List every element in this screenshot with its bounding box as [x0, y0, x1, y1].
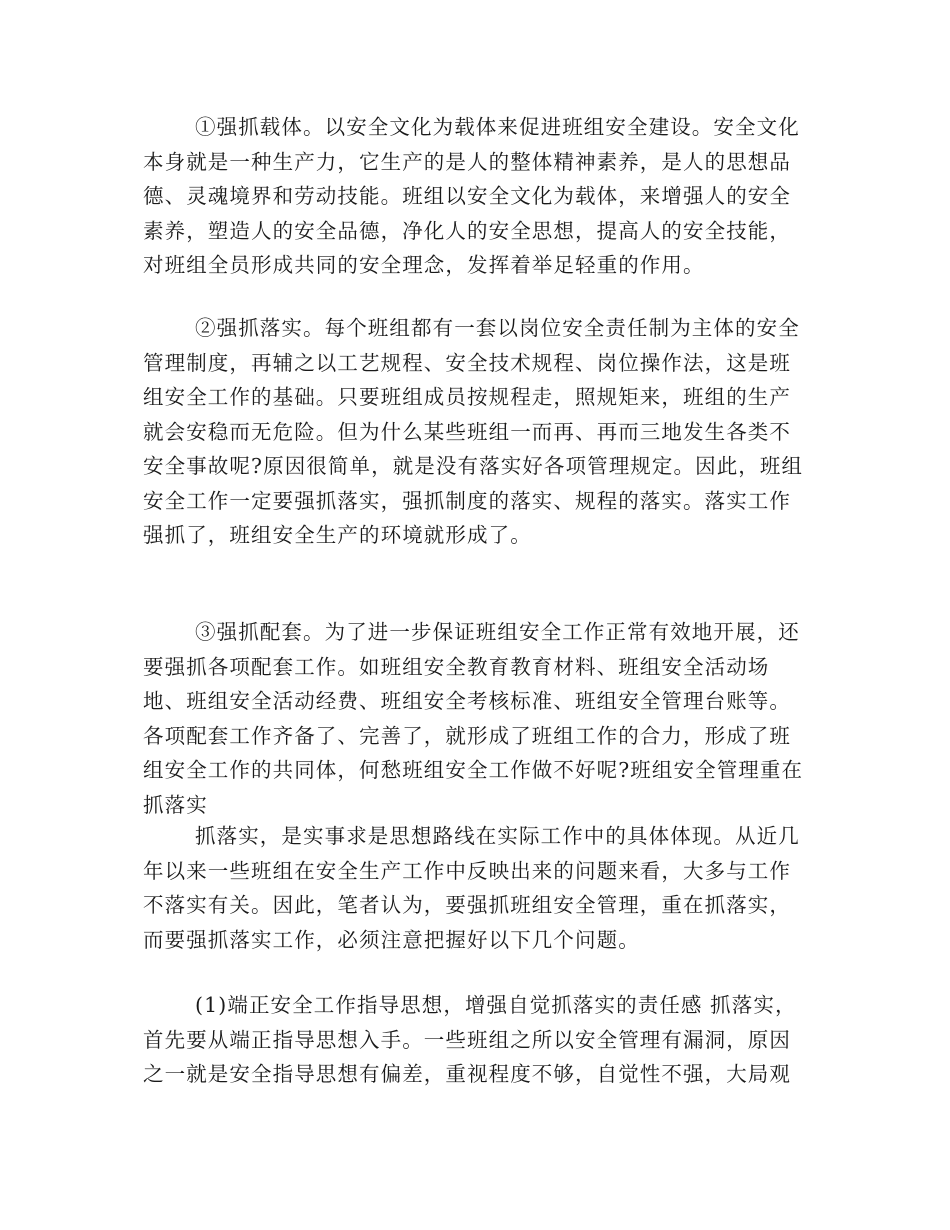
- text-line: ②强抓落实。每个班组都有一套以岗位安全责任制为主体的安全: [195, 316, 800, 340]
- paragraph-implementation: [143, 311, 811, 553]
- paragraph-supporting-work: [143, 615, 811, 822]
- paragraph-carrier: [143, 110, 811, 283]
- text-line: 德、灵魂境界和劳动技能。班组以安全文化为载体，来增强人的安全: [143, 184, 791, 208]
- text-line: 对班组全员形成共同的安全理念，发挥着举足轻重的作用。: [143, 253, 705, 277]
- text-line: ③强抓配套。为了进一步保证班组安全工作正常有效地开展，还: [195, 620, 800, 644]
- text-line: 组安全工作的基础。只要班组成员按规程走，照规矩来，班组的生产: [143, 385, 791, 409]
- text-line: 年以来一些班组在安全生产工作中反映出来的问题来看，大多与工作: [143, 858, 791, 883]
- text-line: (1)端正安全工作指导思想，增强自觉抓落实的责任感 抓落实，: [195, 993, 797, 1017]
- text-line: ①强抓载体。以安全文化为载体来促进班组安全建设。安全文化: [195, 115, 800, 139]
- text-line: 各项配套工作齐备了、完善了，就形成了班组工作的合力，形成了班: [143, 723, 791, 748]
- text-line: 而要强抓落实工作，必须注意把握好以下几个问题。: [143, 927, 640, 952]
- text-line: 管理制度，再辅之以工艺规程、安全技术规程、岗位操作法，这是班: [143, 350, 791, 375]
- text-line: 强抓了，班组安全生产的环境就形成了。: [143, 523, 532, 547]
- text-line: 就会安稳而无危险。但为什么某些班组一而再、再而三地发生各类不: [143, 419, 791, 444]
- text-line: 安全工作一定要强抓落实，强抓制度的落实、规程的落实。落实工作: [143, 488, 791, 513]
- text-line: 抓落实，是实事求是思想路线在实际工作中的具体体现。从近几: [195, 824, 800, 848]
- text-line: 组安全工作的共同体，何愁班组安全工作做不好呢?班组安全管理重在: [143, 758, 804, 782]
- text-line: 安全事故呢?原因很简单，就是没有落实好各项管理规定。因此，班组: [143, 454, 804, 478]
- paragraph-focus-implementation: [143, 819, 811, 957]
- text-line: 要强抓各项配套工作。如班组安全教育教育材料、班组安全活动场: [143, 654, 770, 679]
- text-line: 之一就是安全指导思想有偏差，重视程度不够，自觉性不强，大局观: [143, 1062, 791, 1086]
- text-line: 本身就是一种生产力，它生产的是人的整体精神素养，是人的思想品: [143, 149, 791, 174]
- paragraph-guiding-thought: [143, 988, 811, 1092]
- text-line: 地、班组安全活动经费、班组安全考核标准、班组安全管理台账等。: [143, 689, 791, 713]
- text-line: 首先要从端正指导思想入手。一些班组之所以安全管理有漏洞，原因: [143, 1027, 791, 1052]
- text-line: 抓落实: [143, 792, 208, 817]
- text-line: 素养，塑造人的安全品德，净化人的安全思想，提高人的安全技能，: [143, 218, 791, 243]
- text-line: 不落实有关。因此，笔者认为，要强抓班组安全管理，重在抓落实，: [143, 893, 791, 917]
